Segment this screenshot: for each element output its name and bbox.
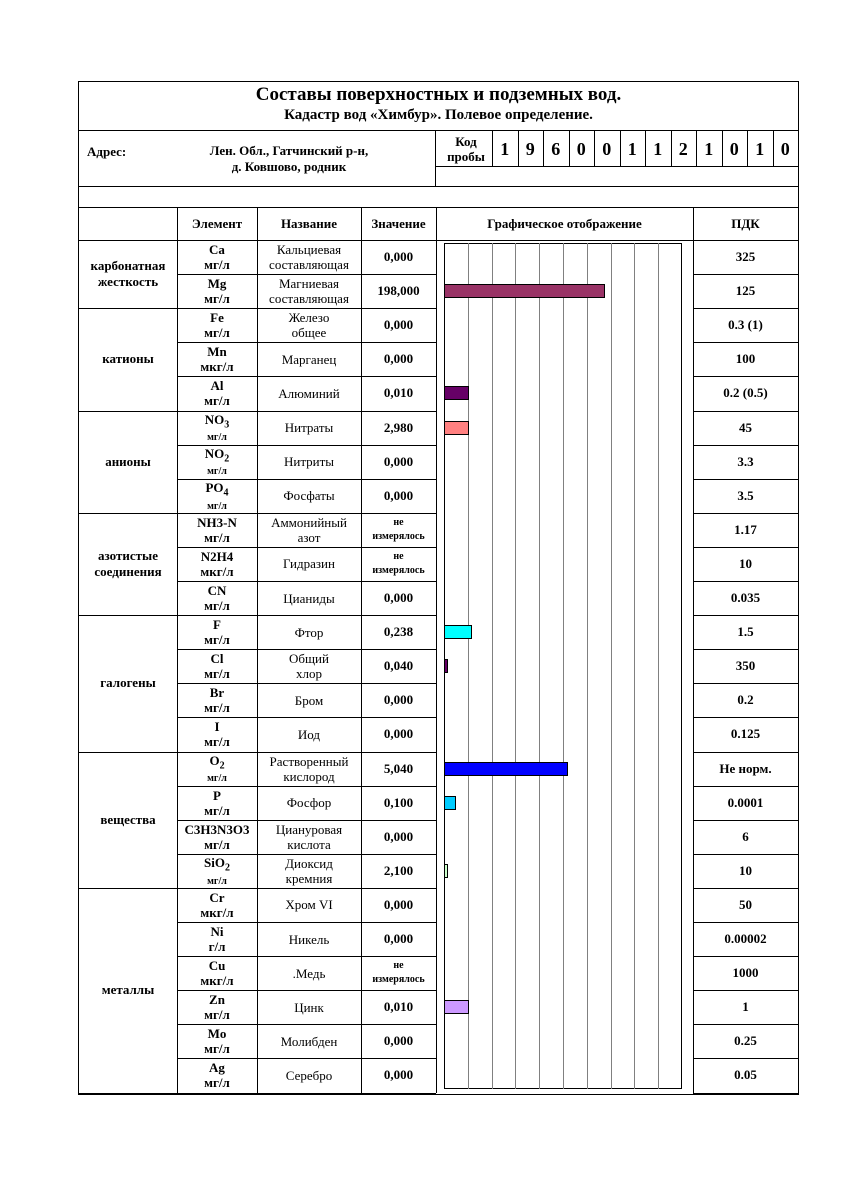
element-cell bbox=[177, 479, 257, 513]
address-line-1: Лен. Обл., Гатчинский р-н, bbox=[209, 143, 369, 158]
pdk-cell: 3.3 bbox=[737, 453, 754, 469]
element-symbol bbox=[201, 549, 234, 564]
element-symbol bbox=[209, 1060, 225, 1075]
pdk-cell: 1 bbox=[742, 999, 749, 1015]
pdk-cell: 0.2 bbox=[737, 692, 754, 708]
element-name-line1: Серебро bbox=[285, 1067, 333, 1083]
element-symbol-text: Zn bbox=[209, 992, 225, 1008]
chart-gridline bbox=[634, 243, 635, 1089]
element-name-cell bbox=[257, 240, 361, 274]
element-cell bbox=[177, 820, 257, 854]
group-label bbox=[79, 615, 177, 751]
group-label bbox=[79, 411, 177, 513]
element-unit: мг/л bbox=[204, 632, 230, 648]
element-unit: мг/л bbox=[204, 836, 230, 852]
value-cell: 0,238 bbox=[383, 624, 414, 640]
pdk-cell: 0.0001 bbox=[727, 794, 764, 810]
element-unit: мг/л bbox=[204, 325, 230, 341]
element-name-line1: Магниевая bbox=[278, 276, 340, 292]
element-symbol bbox=[213, 617, 221, 632]
pdk-cell: 0.00002 bbox=[724, 931, 767, 947]
address-label: Адрес: bbox=[87, 144, 127, 159]
element-cell bbox=[177, 717, 257, 751]
element-unit: мкг/л bbox=[200, 563, 234, 579]
element-symbol bbox=[208, 583, 227, 598]
group-label-line1: металлы bbox=[101, 982, 155, 998]
element-symbol-text: PO bbox=[205, 479, 224, 495]
element-symbol bbox=[205, 446, 230, 467]
group-label-line1: анионы bbox=[105, 453, 151, 469]
chart-gridline bbox=[492, 243, 493, 1089]
element-name-line1: Марганец bbox=[281, 351, 337, 367]
element-symbol-text: Al bbox=[210, 378, 224, 394]
value-cell: 198,000 bbox=[377, 283, 420, 299]
element-name-cell bbox=[257, 513, 361, 547]
group-label bbox=[79, 240, 177, 308]
value-cell: 0,000 bbox=[383, 726, 414, 742]
value-cell: 0,000 bbox=[383, 931, 414, 947]
element-cell bbox=[177, 683, 257, 717]
address-value bbox=[179, 143, 399, 175]
chart-gridline bbox=[563, 243, 564, 1089]
pdk-cell: 0.05 bbox=[734, 1067, 757, 1083]
element-cell bbox=[177, 376, 257, 410]
element-name-line1: Цинк bbox=[294, 999, 324, 1015]
element-name-cell bbox=[257, 274, 361, 308]
column-header-name: Название bbox=[280, 216, 338, 231]
element-symbol-text: Mg bbox=[207, 276, 227, 292]
element-cell bbox=[177, 581, 257, 615]
element-unit: мг/л bbox=[204, 666, 230, 682]
element-name-cell bbox=[257, 547, 361, 581]
element-symbol-text: F bbox=[213, 617, 221, 633]
pdk-cell: 125 bbox=[735, 283, 756, 299]
column-header-chart: Графическое отображение bbox=[487, 216, 642, 231]
value-cell: 0,000 bbox=[383, 351, 414, 367]
element-name-line1: Цианиды bbox=[283, 590, 335, 606]
sample-code-digit: 0 bbox=[576, 139, 586, 159]
element-symbol bbox=[209, 958, 226, 973]
element-unit: мкг/л bbox=[200, 904, 234, 920]
element-name-cell bbox=[257, 888, 361, 922]
group-label-line1: галогены bbox=[100, 675, 156, 691]
element-symbol bbox=[209, 992, 225, 1007]
element-symbol-text: I bbox=[214, 719, 220, 735]
element-symbol bbox=[205, 412, 230, 433]
value-cell: 0,010 bbox=[383, 385, 414, 401]
element-name-cell bbox=[257, 854, 361, 888]
sample-code-digit: 0 bbox=[780, 139, 790, 159]
element-unit: мкг/л bbox=[200, 973, 234, 989]
value-cell: 0,000 bbox=[383, 828, 414, 844]
element-name-line1: Хром VI bbox=[285, 897, 333, 913]
pdk-cell: 0.2 (0.5) bbox=[723, 385, 768, 401]
pdk-cell: 1000 bbox=[732, 965, 759, 981]
element-name-cell bbox=[257, 649, 361, 683]
element-unit: г/л bbox=[208, 939, 226, 955]
element-cell bbox=[177, 445, 257, 479]
group-label bbox=[79, 752, 177, 888]
element-name-cell bbox=[257, 445, 361, 479]
element-symbol-text: Ni bbox=[210, 924, 224, 940]
pdk-cell: 325 bbox=[735, 249, 756, 265]
element-unit: мг/л bbox=[204, 700, 230, 716]
element-symbol bbox=[209, 753, 224, 774]
column-header-value: Значение bbox=[371, 216, 426, 231]
chart-bar bbox=[444, 796, 456, 810]
pdk-cell: 100 bbox=[735, 351, 756, 367]
element-name-line1: Иод bbox=[297, 726, 321, 742]
element-symbol bbox=[209, 890, 224, 905]
sample-code-label-line2: пробы bbox=[447, 149, 485, 164]
element-cell bbox=[177, 240, 257, 274]
element-symbol bbox=[205, 480, 228, 501]
chart-gridline bbox=[611, 243, 612, 1089]
element-name-line2: хлор bbox=[296, 666, 322, 682]
element-cell bbox=[177, 1024, 257, 1058]
element-symbol-text: N2H4 bbox=[200, 548, 234, 564]
element-name-cell bbox=[257, 615, 361, 649]
element-name-line1: Нитриты bbox=[283, 454, 335, 470]
element-symbol bbox=[211, 924, 224, 939]
element-symbol bbox=[197, 515, 237, 530]
element-cell bbox=[177, 956, 257, 990]
element-symbol bbox=[208, 276, 227, 291]
element-symbol bbox=[214, 719, 219, 734]
element-unit: мг/л bbox=[204, 1041, 230, 1057]
pdk-cell: 10 bbox=[739, 862, 752, 878]
element-name-line1: Растворенный bbox=[269, 753, 349, 769]
pdk-cell: 50 bbox=[739, 896, 752, 912]
element-symbol-text: NO bbox=[204, 445, 225, 461]
element-name-line2: кислота bbox=[287, 836, 331, 852]
element-name-cell bbox=[257, 1058, 361, 1092]
element-name-cell bbox=[257, 922, 361, 956]
sample-code-digit: 1 bbox=[653, 139, 663, 159]
element-cell bbox=[177, 411, 257, 445]
group-label-line2: соединения bbox=[94, 563, 162, 579]
chart-gridline bbox=[658, 243, 659, 1089]
pdk-cell: 1.5 bbox=[737, 624, 754, 640]
page-title: Составы поверхностных и подземных вод. bbox=[255, 84, 622, 105]
element-name-cell bbox=[257, 376, 361, 410]
group-label-line1: вещества bbox=[100, 811, 156, 827]
group-label-line1: азотистые bbox=[98, 547, 158, 563]
pdk-cell: 6 bbox=[742, 828, 749, 844]
element-symbol-text: Ag bbox=[209, 1060, 225, 1076]
element-name-line1: Молибден bbox=[280, 1033, 338, 1049]
element-symbol-text: O bbox=[209, 752, 220, 768]
value-cell: 5,040 bbox=[383, 760, 414, 776]
value-cell: 0,010 bbox=[383, 999, 414, 1015]
group-label-line1: катионы bbox=[102, 351, 154, 367]
element-symbol bbox=[207, 344, 227, 359]
element-name-cell bbox=[257, 717, 361, 751]
address-line-2: д. Ковшово, родник bbox=[231, 159, 347, 174]
element-name-line2: кремния bbox=[285, 870, 333, 886]
element-cell bbox=[177, 752, 257, 786]
pdk-cell: 0.125 bbox=[730, 726, 761, 742]
element-symbol-text: P bbox=[213, 787, 221, 803]
value-cell: 2,980 bbox=[383, 419, 414, 435]
element-unit: мг/л bbox=[204, 393, 230, 409]
element-symbol-text: CN bbox=[207, 583, 227, 599]
element-name-cell bbox=[257, 990, 361, 1024]
element-unit: мг/л bbox=[207, 500, 227, 512]
element-name-line1: .Медь bbox=[292, 965, 326, 981]
element-cell bbox=[177, 1058, 257, 1092]
element-name-line1: Диоксид bbox=[285, 855, 333, 871]
value-cell: не измерялось bbox=[372, 550, 425, 576]
element-name-line1: Железо bbox=[288, 310, 330, 326]
chart-bar bbox=[444, 762, 568, 776]
element-name-cell bbox=[257, 308, 361, 342]
element-name-cell bbox=[257, 752, 361, 786]
element-cell bbox=[177, 308, 257, 342]
element-cell bbox=[177, 854, 257, 888]
element-symbol-text: C3H3N3O3 bbox=[184, 821, 250, 837]
element-name-cell bbox=[257, 683, 361, 717]
element-unit: мг/л bbox=[204, 734, 230, 750]
element-unit: мг/л bbox=[204, 529, 230, 545]
value-cell: 0,000 bbox=[383, 590, 414, 606]
chart-gridline bbox=[515, 243, 516, 1089]
element-cell bbox=[177, 547, 257, 581]
page-subtitle: Кадастр вод «Химбур». Полевое определение. bbox=[284, 107, 593, 123]
element-name-line1: Алюминий bbox=[278, 385, 340, 401]
pdk-cell: Не норм. bbox=[719, 760, 772, 776]
element-unit: мг/л bbox=[204, 291, 230, 307]
element-symbol-text: NO bbox=[204, 411, 225, 427]
element-symbol-text: Cl bbox=[210, 651, 224, 667]
element-name-line1: Нитраты bbox=[284, 420, 334, 436]
element-name-line1: Кальциевая bbox=[276, 242, 342, 258]
element-symbol-subscript: 4 bbox=[223, 487, 229, 499]
element-symbol-subscript: 2 bbox=[219, 760, 225, 772]
element-symbol-text: NH3-N bbox=[197, 514, 237, 530]
sample-code-digit: 1 bbox=[755, 139, 765, 159]
pdk-cell: 0.25 bbox=[734, 1033, 757, 1049]
element-unit: мг/л bbox=[207, 466, 227, 478]
value-cell: 0,000 bbox=[383, 487, 414, 503]
sample-code-digit: 0 bbox=[729, 139, 739, 159]
sample-code-digit: 1 bbox=[704, 139, 714, 159]
sample-code-digit: 1 bbox=[500, 139, 510, 159]
element-name-cell bbox=[257, 820, 361, 854]
pdk-cell: 10 bbox=[739, 555, 752, 571]
column-header-element: Элемент bbox=[191, 216, 243, 231]
element-name-cell bbox=[257, 581, 361, 615]
element-symbol-text: Mn bbox=[207, 344, 227, 360]
element-unit: мг/л bbox=[207, 875, 227, 887]
value-cell: 2,100 bbox=[383, 862, 414, 878]
value-cell: 0,000 bbox=[383, 1033, 414, 1049]
pdk-cell: 0.3 (1) bbox=[728, 317, 763, 333]
element-symbol bbox=[211, 378, 224, 393]
element-name-line2: общее bbox=[291, 325, 327, 341]
chart-gridline bbox=[539, 243, 540, 1089]
element-cell bbox=[177, 274, 257, 308]
element-symbol-text: Cr bbox=[209, 889, 225, 905]
value-cell: 0,100 bbox=[383, 794, 414, 810]
group-label bbox=[79, 513, 177, 615]
element-unit: мг/л bbox=[204, 598, 230, 614]
sample-code-digit: 0 bbox=[602, 139, 612, 159]
element-cell bbox=[177, 990, 257, 1024]
element-unit: мг/л bbox=[204, 1007, 230, 1023]
value-cell: 0,000 bbox=[383, 896, 414, 912]
element-symbol-text: Mo bbox=[207, 1026, 227, 1042]
element-name-cell bbox=[257, 342, 361, 376]
element-symbol bbox=[211, 651, 224, 666]
sample-code-digit: 6 bbox=[551, 139, 561, 159]
group-label bbox=[79, 888, 177, 1093]
element-name-line1: Фосфаты bbox=[283, 488, 335, 504]
chart-gridline bbox=[468, 243, 469, 1089]
element-name-line1: Аммонийный bbox=[271, 514, 347, 530]
element-name-cell bbox=[257, 786, 361, 820]
element-symbol bbox=[209, 242, 225, 257]
element-name-line1: Гидразин bbox=[283, 556, 335, 572]
value-cell: 0,000 bbox=[383, 1067, 414, 1083]
element-unit: мг/л bbox=[204, 1075, 230, 1091]
element-cell bbox=[177, 786, 257, 820]
element-name-line1: Бром bbox=[294, 692, 324, 708]
pdk-cell: 45 bbox=[739, 419, 752, 435]
element-symbol-subscript: 2 bbox=[224, 453, 230, 465]
value-cell: 0,000 bbox=[383, 453, 414, 469]
element-unit: мг/л bbox=[207, 432, 227, 444]
value-cell: 0,000 bbox=[383, 317, 414, 333]
element-symbol-text: Cu bbox=[208, 958, 226, 974]
pdk-cell: 350 bbox=[735, 658, 756, 674]
element-name-cell bbox=[257, 411, 361, 445]
element-symbol-text: Ca bbox=[209, 242, 225, 258]
element-symbol bbox=[210, 310, 224, 325]
element-cell bbox=[177, 615, 257, 649]
chart-bar bbox=[444, 421, 469, 435]
element-symbol bbox=[208, 1026, 227, 1041]
element-unit: мкг/л bbox=[200, 359, 234, 375]
element-unit: мг/л bbox=[204, 257, 230, 273]
element-name-cell bbox=[257, 479, 361, 513]
element-symbol bbox=[213, 788, 221, 803]
element-symbol bbox=[210, 685, 224, 700]
chart-gridline bbox=[587, 243, 588, 1089]
element-cell bbox=[177, 649, 257, 683]
chart-bar bbox=[444, 284, 605, 298]
element-cell bbox=[177, 513, 257, 547]
element-unit: мг/л bbox=[204, 802, 230, 818]
group-label bbox=[79, 308, 177, 410]
element-name-cell bbox=[257, 1024, 361, 1058]
element-name-line1: Никель bbox=[288, 931, 330, 947]
chart-bar bbox=[444, 659, 448, 673]
element-name-line2: кислород bbox=[283, 768, 335, 784]
pdk-cell: 3.5 bbox=[737, 487, 754, 503]
group-label-line2: жесткость bbox=[97, 274, 159, 290]
element-cell bbox=[177, 922, 257, 956]
element-symbol bbox=[204, 855, 230, 876]
column-header-pdk: ПДК bbox=[731, 216, 760, 231]
element-name-line2: составляющая bbox=[269, 257, 349, 273]
value-cell: не измерялось bbox=[372, 960, 425, 986]
sample-code-digit: 2 bbox=[678, 139, 688, 159]
water-composition-sheet bbox=[78, 81, 799, 1095]
element-name-line1: Общий bbox=[289, 651, 329, 667]
value-cell: не измерялось bbox=[372, 516, 425, 542]
element-name-line1: Фтор bbox=[294, 624, 324, 640]
element-symbol-text: Br bbox=[209, 685, 225, 701]
element-unit: мг/л bbox=[207, 773, 227, 785]
sample-code-label-line1: Код bbox=[455, 134, 477, 149]
value-cell: 0,000 bbox=[383, 249, 414, 265]
group-label-line1: карбонатная bbox=[90, 258, 166, 274]
sample-code-label bbox=[438, 134, 494, 164]
chart-bar bbox=[444, 386, 469, 400]
sample-code-digit: 9 bbox=[525, 139, 535, 159]
element-cell bbox=[177, 342, 257, 376]
element-name-cell bbox=[257, 956, 361, 990]
chart-bar bbox=[444, 625, 472, 639]
value-cell: 0,000 bbox=[383, 692, 414, 708]
element-name-line1: Фосфор bbox=[286, 795, 332, 811]
element-symbol-subscript: 3 bbox=[224, 419, 230, 431]
sample-code-digit: 1 bbox=[627, 139, 637, 159]
chart-bar bbox=[444, 1000, 469, 1014]
value-cell: 0,040 bbox=[383, 658, 414, 674]
pdk-cell: 1.17 bbox=[734, 521, 757, 537]
element-name-line2: азот bbox=[297, 529, 321, 545]
pdk-cell: 0.035 bbox=[730, 590, 761, 606]
element-name-line2: составляющая bbox=[269, 291, 349, 307]
element-name-line1: Циануровая bbox=[275, 821, 343, 837]
element-symbol-text: Fe bbox=[210, 310, 224, 326]
chart-bar bbox=[444, 864, 448, 878]
element-symbol-subscript: 2 bbox=[224, 862, 230, 874]
element-cell bbox=[177, 888, 257, 922]
element-symbol-text: SiO bbox=[204, 855, 225, 871]
element-symbol bbox=[185, 822, 250, 837]
